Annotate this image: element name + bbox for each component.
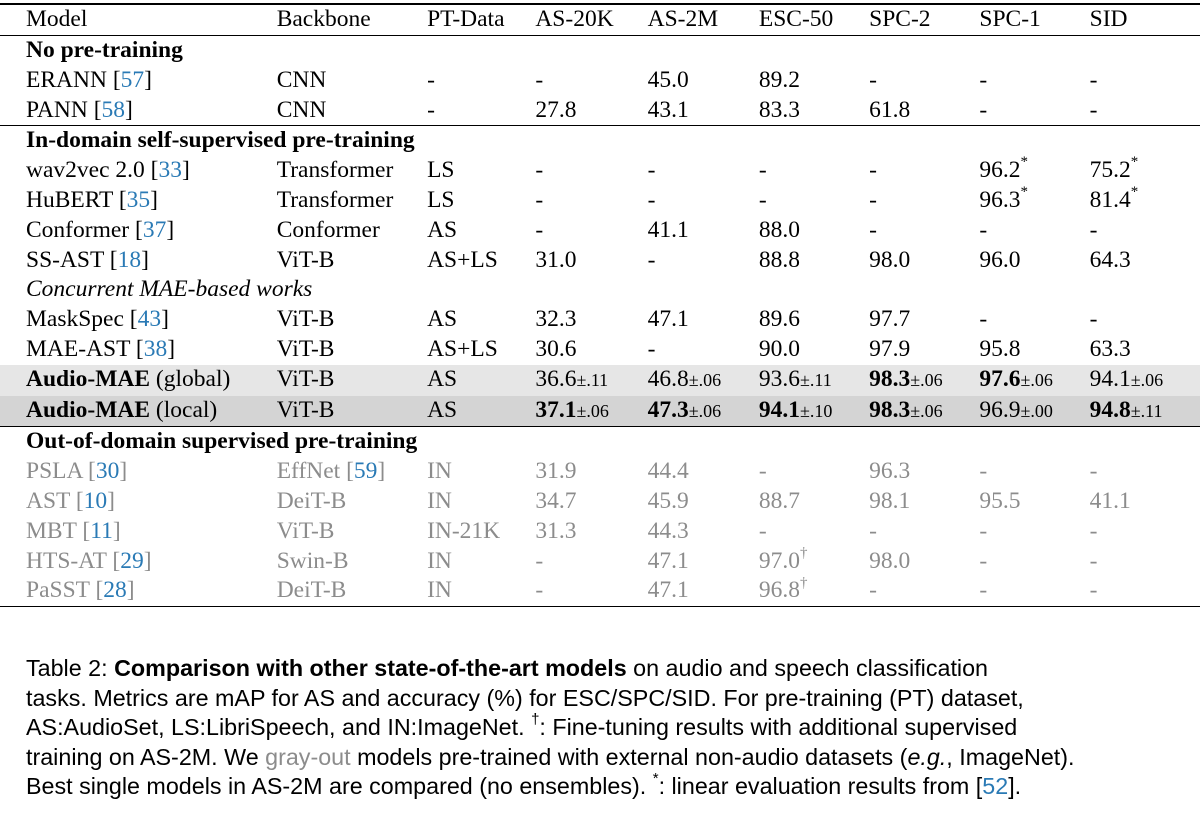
- footnote-mark: *: [1130, 184, 1139, 201]
- table-row: [0, 246, 1200, 276]
- pt-data-cell: AS+LS: [427, 246, 498, 273]
- model-cell: PANN [58]: [26, 96, 133, 123]
- metric-cell: 98.1: [869, 487, 911, 514]
- table-caption: [26, 654, 1198, 802]
- backbone-cell: ViT-B: [277, 365, 427, 396]
- metric-cell: -: [979, 547, 988, 574]
- std-dev: ±.00: [1020, 400, 1053, 421]
- metric-cell: 83.3: [758, 96, 800, 123]
- metric-cell: -: [535, 216, 544, 243]
- backbone-cell: Transformer: [276, 186, 394, 213]
- table-row: [0, 457, 1200, 487]
- metric-cell: -: [869, 216, 877, 243]
- dagger-mark: †: [531, 711, 540, 729]
- caption-line-4: [26, 743, 1198, 773]
- footnote-mark: *: [1020, 184, 1029, 201]
- backbone-cell: DeiT-B: [276, 487, 347, 514]
- caption-text: , ImageNet).: [946, 743, 1075, 770]
- model-name-bold: Audio-MAE: [26, 397, 151, 424]
- metric-cell: [535, 396, 647, 427]
- metric-cell: -: [869, 157, 877, 184]
- metric-value: 46.8: [647, 365, 689, 392]
- metric-value: 96.9: [979, 396, 1021, 423]
- metric-cell: 96.3: [869, 458, 911, 485]
- column-header: AS-20K: [535, 6, 614, 33]
- metric-cell: -: [647, 157, 656, 184]
- model-cell: MAE-AST [38]: [26, 335, 176, 362]
- metric-cell: 64.3: [1089, 246, 1131, 273]
- table-row: [0, 487, 1200, 517]
- pt-data-cell: AS: [427, 306, 458, 333]
- std-dev: ±.06: [688, 369, 722, 390]
- metric-cell: 81.4*: [1089, 184, 1139, 213]
- backbone-cell: Transformer: [276, 157, 394, 184]
- caption-line-3: [26, 713, 1198, 743]
- model-cell: HTS-AT [29]: [26, 547, 152, 574]
- metric-cell: -: [535, 157, 544, 184]
- footnote-mark: †: [799, 574, 808, 591]
- metric-cell: 41.1: [647, 216, 689, 243]
- metric-value: 47.3: [647, 396, 689, 423]
- citation-link[interactable]: 33: [158, 157, 182, 184]
- column-header: SPC-1: [979, 6, 1041, 33]
- model-cell: Conformer [37]: [26, 216, 175, 243]
- metric-cell: -: [647, 335, 656, 362]
- table-row: [0, 216, 1200, 246]
- metric-cell: 89.6: [758, 306, 800, 333]
- model-cell: PSLA [30]: [26, 458, 128, 485]
- metric-cell: 97.9: [869, 335, 911, 362]
- backbone-cell: DeiT-B: [276, 577, 347, 604]
- metric-cell: 96.2*: [979, 154, 1029, 184]
- metric-cell: 31.9: [535, 458, 577, 485]
- table-row: [0, 305, 1200, 335]
- model-cell: AST [10]: [26, 487, 115, 514]
- comparison-table: [0, 3, 1200, 607]
- citation-link[interactable]: 10: [83, 487, 108, 514]
- subsection-header: [0, 275, 1200, 305]
- metric-cell: 45.0: [647, 66, 689, 93]
- metric-cell: -: [758, 458, 767, 485]
- std-dev: ±.11: [576, 369, 609, 390]
- metric-cell: -: [535, 186, 544, 213]
- metric-cell: -: [758, 186, 767, 213]
- pt-data-cell: AS: [427, 365, 535, 396]
- backbone-cell: ViT-B: [277, 396, 427, 427]
- backbone-cell: EffNet [59]: [276, 458, 386, 485]
- column-header: PT-Data: [427, 6, 505, 33]
- std-dev: ±.11: [799, 369, 832, 390]
- metric-value: 94.8: [1089, 396, 1131, 423]
- metric-cell: 89.2: [758, 66, 800, 93]
- metric-cell: 95.8: [979, 335, 1021, 362]
- metric-cell: [869, 396, 979, 427]
- model-cell: MaskSpec [43]: [26, 306, 169, 333]
- section-header: [0, 36, 1200, 66]
- pt-data-cell: -: [427, 96, 435, 123]
- metric-value: 93.6: [758, 365, 800, 392]
- model-cell: PaSST [28]: [26, 577, 135, 604]
- star-mark: *: [652, 770, 659, 788]
- citation-link[interactable]: 37: [142, 216, 167, 243]
- metric-cell: -: [758, 157, 767, 184]
- metric-cell: -: [979, 306, 988, 333]
- metric-cell: -: [535, 66, 544, 93]
- section-header: [0, 126, 1200, 156]
- table-row: [0, 576, 1200, 606]
- metric-cell: 96.0: [979, 246, 1021, 273]
- citation-link[interactable]: 57: [120, 66, 145, 93]
- model-name-bold: Audio-MAE: [26, 366, 151, 393]
- column-header: SPC-2: [869, 6, 931, 33]
- caption-eg: e.g.: [907, 743, 947, 770]
- footnote-mark: *: [1020, 154, 1029, 171]
- metric-cell: [979, 365, 1089, 396]
- metric-cell: 30.6: [535, 335, 577, 362]
- metric-cell: 96.8†: [758, 574, 808, 604]
- audio-mae-row: [0, 365, 1200, 396]
- metric-cell: -: [869, 66, 877, 93]
- citation-link[interactable]: 35: [126, 186, 151, 213]
- metric-cell: -: [869, 517, 877, 544]
- caption-text: AS:AudioSet, LS:LibriSpeech, and IN:ImageNet.: [26, 714, 532, 740]
- subsection-title: Concurrent MAE-based works: [26, 276, 313, 303]
- model-cell: Audio-MAE (global): [0, 365, 277, 396]
- metric-cell: [759, 365, 869, 396]
- metric-cell: 47.1: [647, 577, 689, 604]
- pt-data-cell: IN: [427, 547, 452, 574]
- metric-cell: [1090, 396, 1200, 427]
- caption-line-2: tasks. Metrics are mAP for AS and accuracy (%) for ESC/SPC/SID. For pre-training (PT) dataset,: [26, 684, 1024, 711]
- citation-link[interactable]: 18: [117, 246, 142, 273]
- metric-cell: 95.5: [979, 487, 1021, 514]
- metric-cell: -: [979, 577, 988, 604]
- pt-data-cell: AS: [427, 396, 535, 427]
- model-cell: HuBERT [35]: [26, 186, 158, 213]
- metric-cell: [979, 396, 1089, 427]
- pt-data-cell: AS: [427, 216, 458, 243]
- citation-link[interactable]: 30: [95, 458, 120, 485]
- metric-cell: -: [1089, 306, 1098, 333]
- table-row: [0, 96, 1200, 126]
- metric-cell: 31.0: [535, 246, 577, 273]
- std-dev: ±.06: [1020, 369, 1053, 390]
- metric-cell: 96.3*: [979, 184, 1029, 213]
- column-header: Backbone: [276, 6, 371, 33]
- std-dev: ±.06: [576, 400, 609, 421]
- model-cell: SS-AST [18]: [26, 246, 149, 273]
- table-row: [0, 547, 1200, 577]
- std-dev: ±.11: [1130, 400, 1163, 421]
- pt-data-cell: -: [427, 66, 435, 93]
- metric-cell: [648, 365, 759, 396]
- metric-cell: -: [1089, 66, 1098, 93]
- backbone-cell: Conformer: [276, 216, 380, 243]
- backbone-cell: ViT-B: [276, 517, 335, 544]
- section-header: [0, 427, 1200, 457]
- metric-cell: 97.0†: [758, 544, 808, 574]
- header-row: [0, 5, 1200, 36]
- backbone-cell: ViT-B: [276, 246, 335, 273]
- caption-text: Best single models in AS-2M are compared (no ensembles).: [26, 773, 653, 799]
- std-dev: ±.06: [910, 369, 943, 390]
- metric-cell: 41.1: [1089, 487, 1131, 514]
- section-title: No pre-training: [0, 36, 1200, 66]
- metric-cell: 31.3: [535, 517, 577, 544]
- metric-cell: -: [647, 186, 656, 213]
- section-title: Out-of-domain supervised pre-training: [0, 427, 1200, 457]
- table-row: [0, 156, 1200, 186]
- metric-value: 94.1: [758, 396, 800, 423]
- caption-text: models pre-trained with external non-audio datasets (: [350, 743, 908, 770]
- rule-cell: [0, 606, 1200, 607]
- metric-value: 97.6: [979, 365, 1021, 392]
- caption-text: : Fine-tuning results with additional supervised: [539, 714, 1018, 740]
- pt-data-cell: IN: [427, 577, 452, 604]
- citation-link[interactable]: 58: [101, 96, 126, 123]
- metric-cell: 75.2*: [1089, 154, 1139, 184]
- metric-cell: -: [647, 246, 656, 273]
- metric-cell: 45.9: [647, 487, 689, 514]
- gray-out-text: gray-out: [265, 743, 351, 770]
- metric-cell: [648, 396, 759, 427]
- metric-value: 98.3: [869, 365, 911, 392]
- metric-value: 98.3: [869, 396, 911, 423]
- backbone-cell: Swin-B: [276, 547, 349, 574]
- column-header: Model: [26, 6, 88, 33]
- metric-cell: 47.1: [647, 306, 689, 333]
- footnote-mark: †: [799, 544, 808, 561]
- metric-cell: 32.3: [535, 306, 577, 333]
- metric-cell: 44.3: [647, 517, 689, 544]
- citation-link[interactable]: 28: [103, 577, 127, 604]
- caption-label: Table 2:: [26, 655, 108, 681]
- metric-value: 36.6: [535, 365, 577, 392]
- metric-cell: 63.3: [1089, 335, 1131, 362]
- caption-line-5: [26, 772, 1198, 802]
- backbone-cell: ViT-B: [276, 335, 335, 362]
- metric-cell: 98.0: [869, 547, 911, 574]
- citation-link[interactable]: 59: [353, 458, 378, 485]
- metric-cell: 44.4: [647, 458, 689, 485]
- metric-cell: [1090, 365, 1200, 396]
- std-dev: ±.06: [1130, 369, 1164, 390]
- caption-line-1: [26, 654, 1198, 684]
- metric-cell: 97.7: [869, 306, 911, 333]
- caption-text: ].: [1008, 773, 1022, 799]
- metric-value: 37.1: [535, 396, 577, 423]
- std-dev: ±.06: [688, 400, 722, 421]
- model-cell: ERANN [57]: [26, 66, 152, 93]
- backbone-cell: ViT-B: [276, 306, 335, 333]
- model-cell: Audio-MAE (local): [0, 396, 277, 427]
- pt-data-cell: LS: [427, 186, 455, 213]
- metric-cell: [535, 365, 647, 396]
- caption-text: : linear evaluation results from [: [658, 773, 983, 799]
- metric-cell: 98.0: [869, 246, 911, 273]
- std-dev: ±.06: [910, 400, 943, 421]
- table-row: [0, 66, 1200, 96]
- citation-link[interactable]: 52: [982, 773, 1009, 799]
- metric-cell: 90.0: [758, 335, 800, 362]
- metric-cell: 88.7: [758, 487, 800, 514]
- metric-cell: -: [1089, 458, 1098, 485]
- citation-link[interactable]: 29: [120, 547, 144, 574]
- metric-cell: [759, 396, 869, 427]
- column-header: AS-2M: [647, 6, 719, 33]
- pt-data-cell: IN-21K: [427, 517, 501, 544]
- model-cell: MBT [11]: [26, 517, 121, 544]
- metric-cell: -: [758, 517, 767, 544]
- metric-cell: 88.0: [758, 216, 800, 243]
- metric-value: 94.1: [1089, 365, 1131, 392]
- column-header: ESC-50: [758, 6, 834, 33]
- metric-cell: -: [979, 458, 988, 485]
- model-cell: wav2vec 2.0 [33]: [26, 157, 190, 184]
- metric-cell: -: [1089, 96, 1098, 123]
- citation-link[interactable]: 11: [90, 517, 113, 544]
- table-row: [0, 517, 1200, 547]
- section-title: In-domain self-supervised pre-training: [0, 126, 1200, 156]
- metric-cell: [869, 365, 979, 396]
- metric-cell: -: [1089, 216, 1098, 243]
- table-row: [0, 335, 1200, 365]
- backbone-cell: CNN: [276, 66, 327, 93]
- metric-cell: 88.8: [758, 246, 800, 273]
- bottom-rule: [0, 606, 1200, 607]
- std-dev: ±.10: [799, 400, 833, 421]
- metric-cell: -: [979, 517, 988, 544]
- metric-cell: -: [979, 66, 988, 93]
- pt-data-cell: LS: [427, 157, 455, 184]
- metric-cell: -: [535, 577, 544, 604]
- metric-cell: -: [979, 216, 988, 243]
- pt-data-cell: AS+LS: [427, 335, 498, 362]
- metric-cell: 61.8: [869, 96, 911, 123]
- caption-title: Comparison with other state-of-the-art models: [114, 655, 627, 681]
- metric-cell: -: [869, 186, 877, 213]
- metric-cell: 27.8: [535, 96, 577, 123]
- citation-link[interactable]: 43: [137, 306, 162, 333]
- pt-data-cell: IN: [427, 458, 452, 485]
- audio-mae-row: [0, 396, 1200, 427]
- footnote-mark: *: [1130, 154, 1139, 171]
- metric-cell: -: [1089, 547, 1098, 574]
- caption-text: training on AS-2M. We: [26, 743, 266, 770]
- citation-link[interactable]: 38: [143, 335, 168, 362]
- metric-cell: -: [1089, 577, 1098, 604]
- metric-cell: -: [869, 577, 877, 604]
- backbone-cell: CNN: [276, 96, 327, 123]
- table-row: [0, 186, 1200, 216]
- metric-cell: -: [979, 96, 988, 123]
- metric-cell: 43.1: [647, 96, 689, 123]
- column-header: SID: [1089, 6, 1128, 33]
- metric-cell: -: [535, 547, 544, 574]
- metric-cell: 34.7: [535, 487, 577, 514]
- caption-text: on audio and speech classification: [626, 655, 989, 681]
- pt-data-cell: IN: [427, 487, 452, 514]
- metric-cell: -: [1089, 517, 1098, 544]
- metric-cell: 47.1: [647, 547, 689, 574]
